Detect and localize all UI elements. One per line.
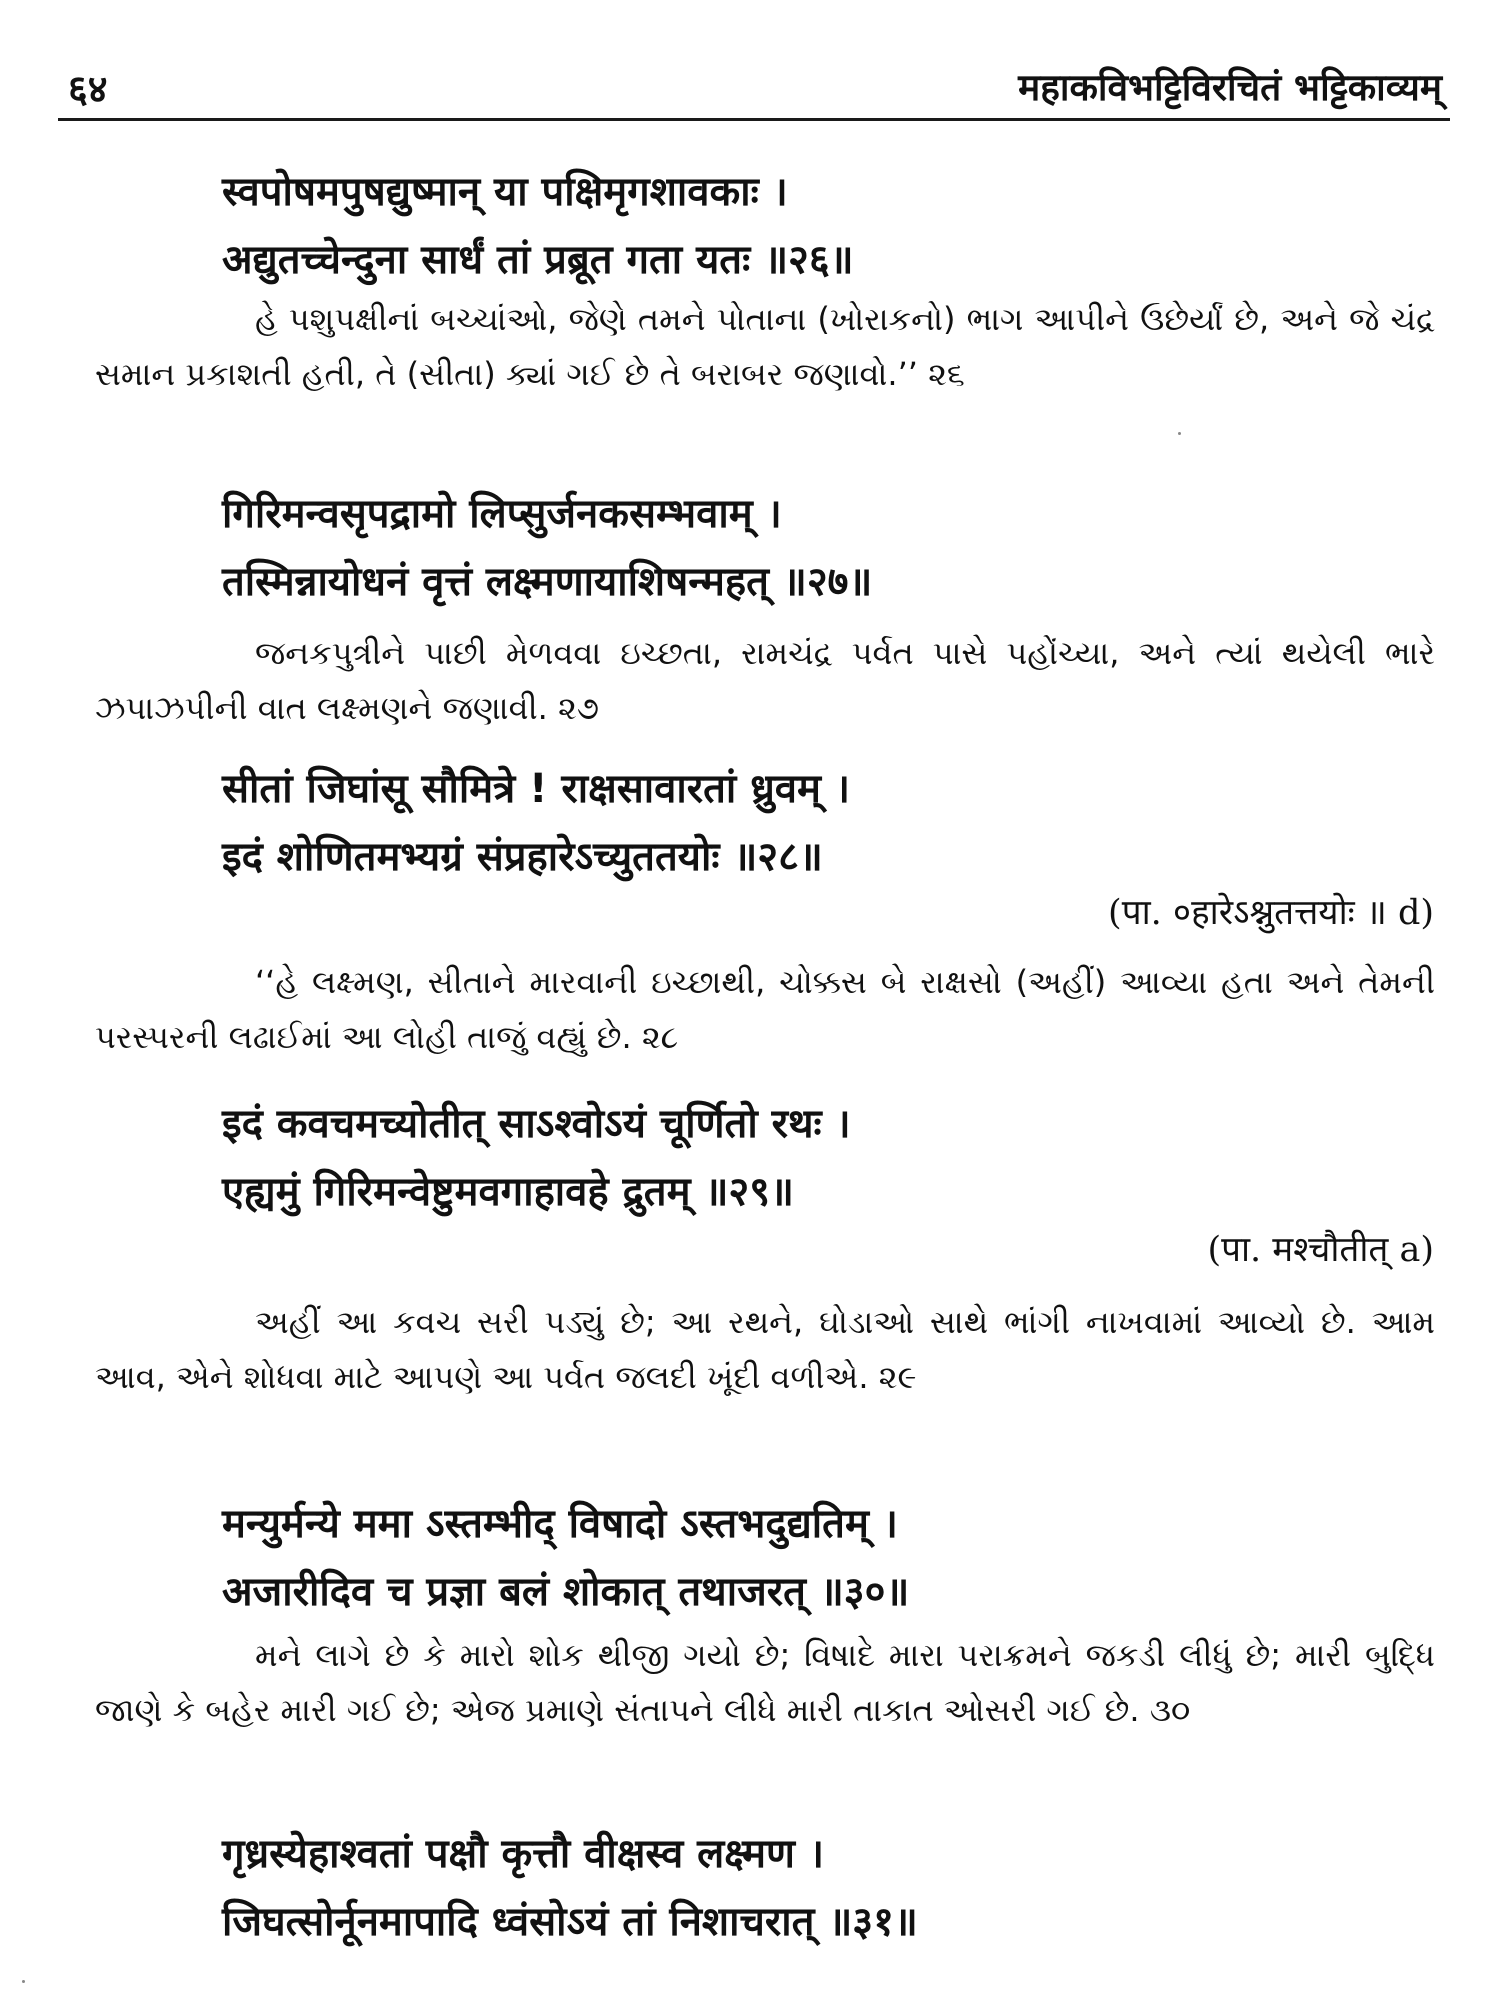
verse-28 bbox=[222, 755, 850, 891]
verse-30 bbox=[222, 1490, 909, 1626]
variant-reading-29: (पा. मश्चौतीत् a) bbox=[1207, 1230, 1434, 1270]
verse-31-line-2: जिघत्सोर्नूनमापादि ध्वंसोऽयं तां निशाचरात् ॥३१॥ bbox=[222, 1899, 918, 1945]
verse-27-line-2: तस्मिन्नायोधनं वृत्तं लक्ष्मणायाशिषन्महत् ॥२७॥ bbox=[222, 559, 873, 605]
verse-31 bbox=[222, 1820, 918, 1956]
gloss-27: જનકપુત્રીને પાછી મેળવવા ઇચ્છતા, રામચંદ્ર પર્વત પાસે પહોંચ્યા, અને ત્યાં થયેલી ભારે ઝપાઝપીની વાત લક્ષ્મણને જણાવી. ૨૭ bbox=[95, 634, 1435, 727]
gloss-28: ‘‘હે લક્ષ્મણ, સીતાને મારવાની ઇચ્છાથી, ચોક્કસ બે રાક્ષસો (અહીં) આવ્યા હતા અને તેમની પરસ્પરની લઢાઈમાં આ લોહી તાજું વહ્યું છે. ૨૮ bbox=[95, 963, 1435, 1056]
scan-speck bbox=[22, 1980, 25, 1983]
verse-29-line-2: एह्यमुं गिरिमन्वेष्टुमवगाहावहे द्रुतम् ॥२९॥ bbox=[222, 1169, 794, 1215]
verse-28-line-2: इदं शोणितमभ्यग्रं संप्रहारेऽच्युततयोः ॥२८॥ bbox=[222, 834, 823, 880]
verse-26-line-1: स्वपोषमपुषद्युष्मान् या पक्षिमृगशावकाः । bbox=[222, 169, 788, 215]
verse-29 bbox=[222, 1090, 851, 1226]
header-rule bbox=[58, 118, 1450, 121]
verse-29-line-1: इदं कवचमच्योतीत् साऽश्वोऽयं चूर्णितो रथः । bbox=[222, 1101, 851, 1147]
verse-30-line-1: मन्युर्मन्ये ममा ऽस्तम्भीद् विषादो ऽस्तभदुद्यतिम् । bbox=[222, 1501, 898, 1547]
verse-26-line-2: अद्युतच्चेन्दुना सार्धं तां प्रब्रूत गता यतः ॥२६॥ bbox=[222, 237, 854, 283]
verse-26 bbox=[222, 158, 854, 294]
page-number: ६४ bbox=[68, 67, 108, 111]
running-title: महाकविभट्टिविरचितं भट्टिकाव्यम् bbox=[1018, 66, 1442, 109]
verse-30-line-2: अजारीदिव च प्रज्ञा बलं शोकात् तथाजरत् ॥३०॥ bbox=[222, 1569, 910, 1615]
variant-reading-28: (पा. ०हारेऽश्नुतत्तयोः ॥ d) bbox=[1108, 893, 1434, 933]
gloss-26: હે પશુપક્ષીનાં બચ્ચાંઓ, જેણે તમને પોતાના (ખોરાકનો) ભાગ આપીને ઉછેર્યાં છે, અને જે ચંદ્ર સમાન પ્રકાશતી હતી, તે (સીતા) ક્યાં ગઈ છે તે બરાબર જણાવો.’’ ૨૬ bbox=[95, 300, 1435, 393]
gloss-29: અહીં આ કવચ સરી પડ્યું છે; આ રથને, ઘોડાઓ સાથે ભાંગી નાખવામાં આવ્યો છે. આમ આવ, એને શોધવા માટે આપણે આ પર્વત જલદી ખૂંદી વળીએ. ૨૯ bbox=[95, 1303, 1435, 1396]
gloss-30: મને લાગે છે કે મારો શોક થીજી ગયો છે; વિષાદે મારા પરાક્રમને જકડી લીધું છે; મારી બુદ્ધિ જાણે કે બહેર મારી ગઈ છે; એજ પ્રમાણે સંતાપને લીધે મારી તાકાત ઓસરી ગઈ છે. ૩૦ bbox=[95, 1636, 1435, 1729]
verse-27-line-1: गिरिमन्वसृपद्रामो लिप्सुर्जनकसम्भवाम् । bbox=[222, 491, 782, 537]
verse-27 bbox=[222, 480, 872, 616]
scan-speck bbox=[1178, 432, 1181, 435]
verse-28-line-1: सीतां जिघांसू सौमित्रे ! राक्षसावारतां ध्रुवम् । bbox=[222, 766, 851, 812]
verse-31-line-1: गृध्रस्येहाश्वतां पक्षौ कृत्तौ वीक्षस्व लक्ष्मण । bbox=[222, 1831, 824, 1877]
